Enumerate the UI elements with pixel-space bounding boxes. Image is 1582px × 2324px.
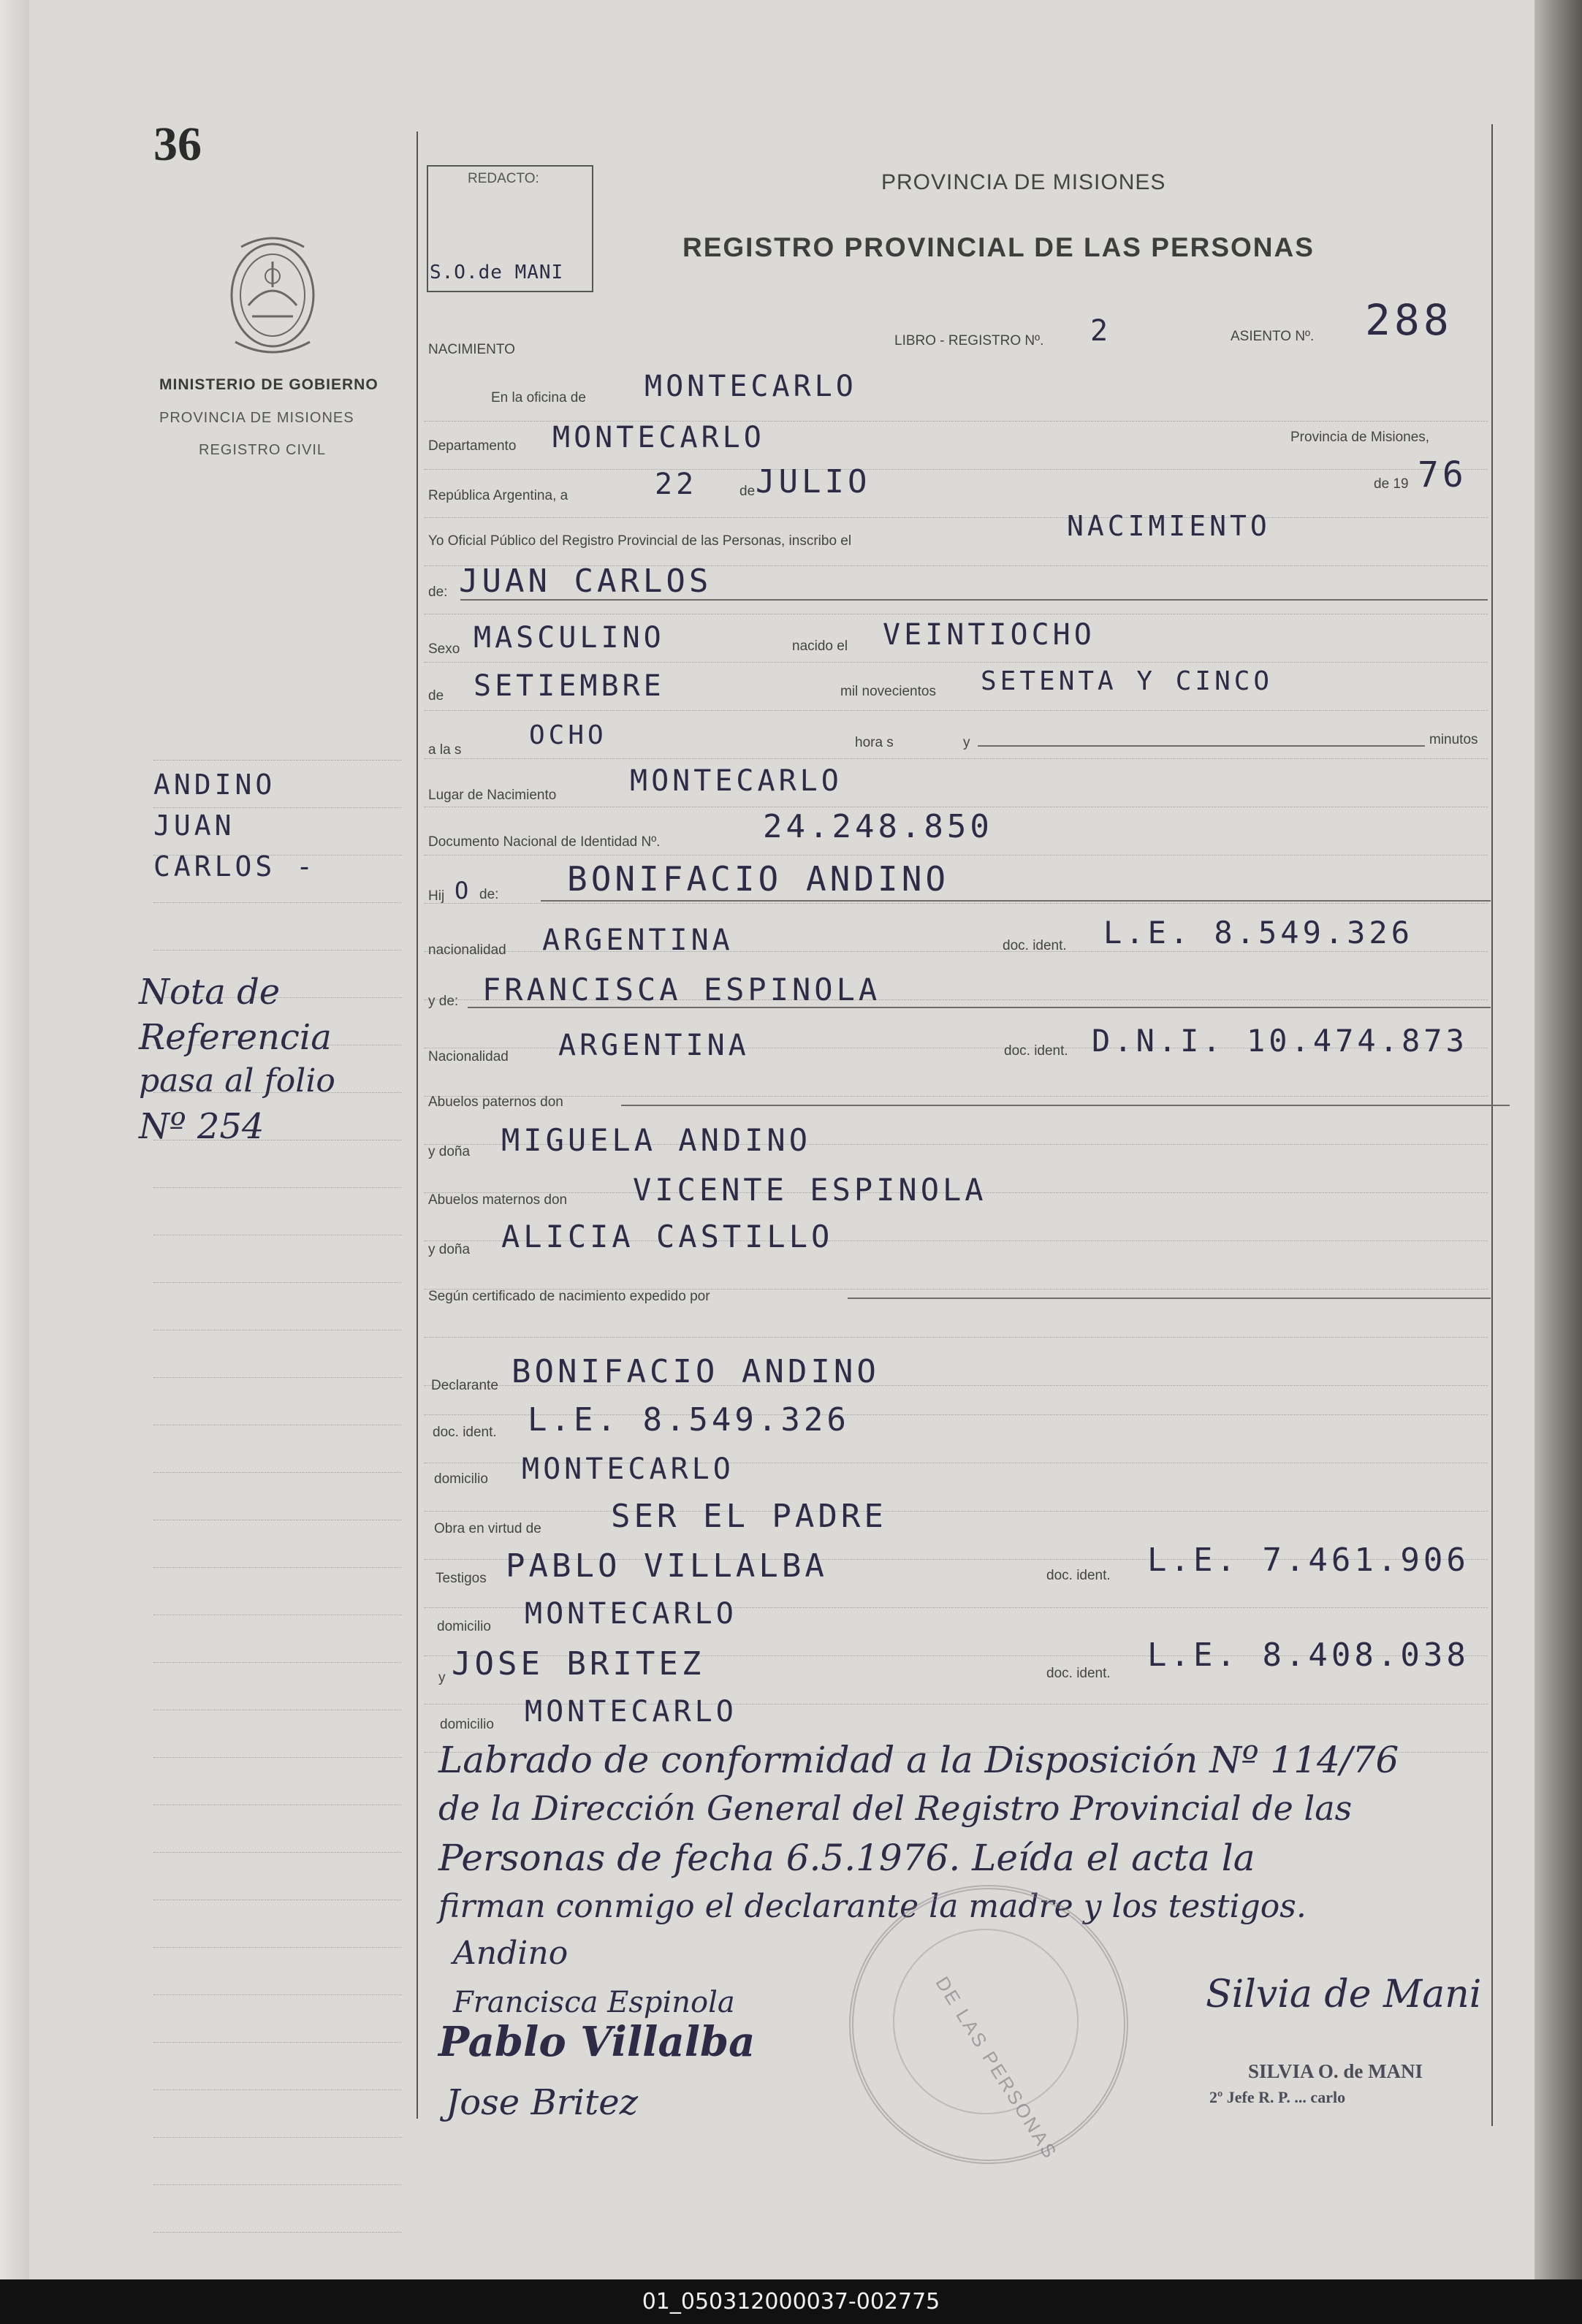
declarant-name: BONIFACIO ANDINO [512, 1353, 880, 1390]
official-name-stamp: SILVIA O. de MANI [1248, 2060, 1423, 2082]
hour-label: hora s [855, 735, 894, 750]
dni-value: 24.248.850 [763, 808, 993, 845]
witness2-name: JOSE BRITEZ [452, 1645, 705, 1683]
declarant-label: Declarante [431, 1378, 498, 1393]
margin-rule-line [153, 2137, 402, 2138]
sex-label: Sexo [428, 641, 460, 657]
redacto-value: S.O.de MANI [430, 262, 564, 283]
republic-label: República Argentina, a [428, 488, 568, 503]
official-role-stamp: 2º Jefe R. P. ... carlo [1209, 2088, 1346, 2106]
father-name: BONIFACIO ANDINO [567, 859, 950, 899]
margin-rule-line [153, 2042, 402, 2043]
registry-stamp-inner [893, 1929, 1079, 2114]
certificate-label: Según certificado de nacimiento expedido por [428, 1289, 710, 1304]
provincial-coat-of-arms-icon [219, 232, 326, 362]
birthplace-label: Lugar de Nacimiento [428, 788, 557, 803]
birthplace-value: MONTECARLO [630, 764, 843, 798]
margin-first-name: JUAN [153, 809, 235, 842]
registry-title: REGISTRO PROVINCIAL DE LAS PERSONAS [682, 232, 1315, 262]
form-rule-line [424, 1511, 1488, 1512]
witness2-doc: L.E. 8.408.038 [1147, 1637, 1469, 1674]
section-label: NACIMIENTO [428, 342, 515, 357]
maternal-label: Abuelos maternos don [428, 1192, 568, 1208]
page-number: 36 [153, 118, 202, 171]
form-rule-certificate [848, 1298, 1491, 1299]
margin-surname: ANDINO [153, 769, 276, 801]
form-rule-minutes [978, 745, 1425, 747]
department-label: Departamento [428, 438, 517, 454]
declarant-domicile: MONTECARLO [522, 1452, 734, 1486]
doc-label: doc. ident. [1003, 938, 1067, 953]
witness2-signature: Jose Britez [446, 2082, 638, 2123]
redacto-label: REDACTO: [468, 171, 539, 186]
margin-rule-line [153, 2184, 402, 2185]
form-rule-line [424, 517, 1488, 518]
margin-note-line2: Referencia [139, 1017, 332, 1058]
mother-de-label: y de: [428, 994, 459, 1009]
mother-nationality: ARGENTINA [558, 1029, 750, 1062]
paternal-dona: MIGUELA ANDINO [501, 1122, 812, 1158]
child-name: JUAN CARLOS [459, 563, 712, 600]
form-rule-line [424, 469, 1488, 470]
declaration-value: NACIMIENTO [1067, 510, 1271, 542]
month-value: JULIO [756, 463, 871, 500]
margin-rule-line [153, 1947, 402, 1948]
libro-label: LIBRO - REGISTRO Nº. [894, 333, 1044, 348]
witness1-signature: Pablo Villalba [438, 2018, 756, 2066]
form-rule-father [541, 900, 1491, 902]
time-label: a la s [428, 742, 462, 758]
margin-rule-line [153, 1472, 402, 1473]
margin-rule-line [153, 2089, 402, 2090]
witness1-domicile: MONTECARLO [525, 1597, 737, 1631]
dni-label: Documento Nacional de Identidad Nº. [428, 834, 661, 850]
department-value: MONTECARLO [552, 421, 765, 454]
witness1-name: PABLO VILLALBA [506, 1547, 828, 1585]
declarant-signature: Andino [453, 1935, 568, 1972]
acts-value: SER EL PADRE [611, 1498, 887, 1535]
margin-rule-line [153, 1377, 402, 1378]
mother-name: FRANCISCA ESPINOLA [482, 972, 881, 1007]
year-value: 76 [1418, 454, 1467, 495]
main-column-border [417, 132, 418, 2119]
father-doc: L.E. 8.549.326 [1103, 915, 1414, 950]
asiento-label: ASIENTO Nº. [1231, 329, 1315, 344]
domicile-label3: domicilio [440, 1717, 494, 1732]
margin-note-line3: pasa al folio [139, 1062, 335, 1100]
year-prefix-label: mil novecientos [840, 684, 936, 699]
margin-rule-line [153, 2232, 402, 2233]
margin-note-line1: Nota de [139, 972, 281, 1013]
witness2-doc-label: doc. ident. [1046, 1666, 1111, 1681]
nationality-label2: Nacionalidad [428, 1049, 509, 1064]
minutes-label: minutos [1429, 732, 1478, 747]
office-label: En la oficina de [491, 390, 586, 405]
form-rule-line [424, 758, 1488, 759]
form-rule-line [424, 855, 1488, 856]
form-rule-line [424, 903, 1488, 904]
domicile-label: domicilio [434, 1471, 488, 1487]
office-value: MONTECARLO [644, 370, 857, 403]
margin-rule-line [153, 1852, 402, 1853]
declarant-doc-label: doc. ident. [433, 1425, 497, 1440]
closing-note-line4: firman conmigo el declarante la madre y los testigos. [438, 1888, 1307, 1925]
sex-value: MASCULINO [474, 621, 665, 655]
ministry-registry: REGISTRO CIVIL [199, 442, 327, 458]
form-rule-line [424, 1096, 1488, 1097]
closing-note-line3: Personas de fecha 6.5.1976. Leída el acta la [438, 1837, 1255, 1879]
province-title: PROVINCIA DE MISIONES [881, 170, 1166, 194]
margin-note-line4: Nº 254 [139, 1106, 265, 1147]
witness1-doc: L.E. 7.461.906 [1147, 1542, 1469, 1579]
doc-label2: doc. ident. [1004, 1043, 1068, 1059]
declarant-doc: L.E. 8.549.326 [528, 1401, 850, 1439]
margin-rule-line [153, 1187, 402, 1188]
paternal-label: Abuelos paternos don [428, 1094, 563, 1110]
nationality-label: nacionalidad [428, 942, 506, 958]
image-filename: 01_050312000037-002775 [0, 2279, 1582, 2324]
margin-rule-line [153, 902, 402, 903]
mother-signature: Francisca Espinola [453, 1986, 735, 2019]
y-label: y [963, 735, 970, 750]
domicile-label2: domicilio [437, 1619, 491, 1634]
ministry-title: MINISTERIO DE GOBIERNO [159, 376, 379, 393]
right-column-border [1491, 124, 1493, 2126]
margin-second-name: CARLOS - [153, 850, 317, 883]
margin-rule-line [153, 1662, 402, 1663]
form-rule-paternal [621, 1105, 1510, 1106]
maternal-don: VICENTE ESPINOLA [633, 1172, 987, 1208]
year-label: de 19 [1374, 476, 1409, 492]
acts-label: Obra en virtud de [434, 1521, 541, 1536]
of-label: de: [428, 584, 448, 600]
margin-rule-line [153, 1282, 402, 1283]
margin-rule-line [153, 1567, 402, 1568]
born-month: SETIEMBRE [474, 669, 665, 703]
mother-doc: D.N.I. 10.474.873 [1092, 1023, 1468, 1059]
form-rule-line [424, 710, 1488, 711]
dona-label: y doña [428, 1144, 471, 1159]
page-right-edge [1535, 0, 1582, 2279]
y-witness-label: y [438, 1670, 446, 1685]
libro-value: 2 [1090, 314, 1112, 348]
hour-value: OCHO [529, 720, 607, 750]
official-signature: Silvia de Mani [1206, 1973, 1482, 2016]
child-of-suffix: O [455, 877, 473, 904]
asiento-value: 288 [1365, 295, 1453, 345]
day-value: 22 [655, 468, 698, 501]
de-label: de [428, 688, 444, 704]
father-nationality: ARGENTINA [542, 923, 734, 957]
province-label: Provincia de Misiones, [1290, 430, 1430, 445]
form-rule-line [424, 1337, 1488, 1338]
born-label: nacido el [792, 639, 848, 654]
witnesses-label: Testigos [436, 1571, 487, 1586]
margin-rule-line [153, 760, 402, 761]
child-of-label: Hij [428, 888, 445, 904]
margin-rule-line [153, 1757, 402, 1758]
maternal-dona: ALICIA CASTILLO [501, 1219, 834, 1254]
dona-label2: y doña [428, 1242, 471, 1257]
declaration-label: Yo Oficial Público del Registro Provincial de las Personas, inscribo el [428, 533, 852, 549]
registry-stamp-text: DE LAS PERSONAS [931, 1973, 1062, 2164]
form-rule-line [424, 662, 1488, 663]
witness1-doc-label: doc. ident. [1046, 1568, 1111, 1583]
month-label: de [739, 484, 756, 499]
margin-rule-line [153, 807, 402, 808]
born-year: SETENTA Y CINCO [981, 666, 1274, 696]
witness2-domicile: MONTECARLO [525, 1695, 737, 1729]
page-left-edge [0, 0, 29, 2279]
ministry-province: PROVINCIA DE MISIONES [159, 410, 354, 426]
born-day: VEINTIOCHO [883, 618, 1095, 652]
father-de-label: de: [479, 887, 499, 902]
closing-note-line1: Labrado de conformidad a la Disposición Nº 114/76 [438, 1739, 1399, 1781]
closing-note-line2: de la Dirección General del Registro Provincial de las [438, 1788, 1353, 1828]
